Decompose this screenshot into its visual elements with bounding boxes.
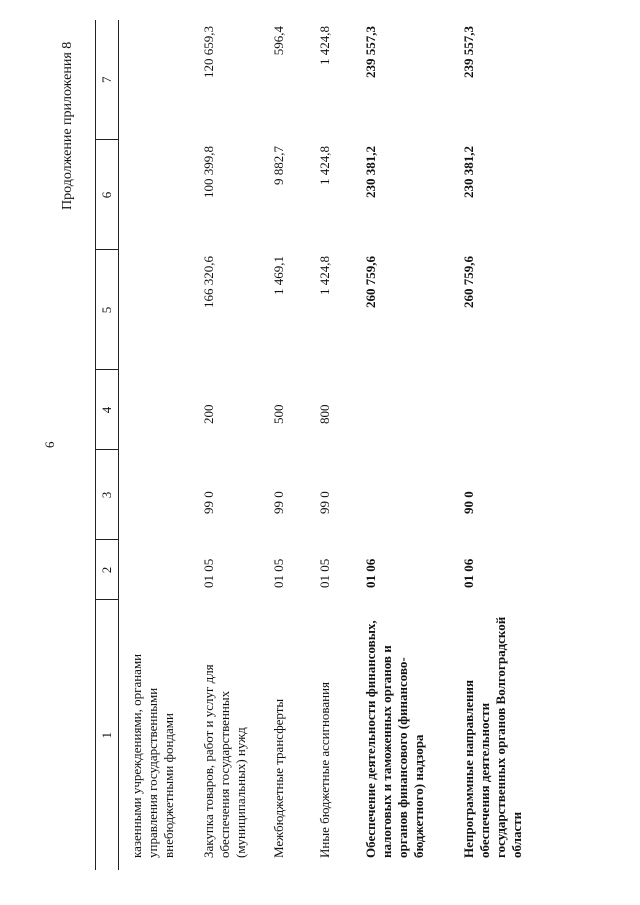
header-cell: 1	[96, 600, 119, 870]
header-cell: 4	[96, 370, 119, 450]
row-expense-type	[119, 370, 192, 450]
row-target: 90 0	[461, 491, 476, 514]
header-row	[96, 20, 119, 870]
row-target: 99 0	[271, 491, 286, 514]
header-cell: 5	[96, 250, 119, 370]
page-number: 6	[42, 441, 57, 448]
table-row	[191, 20, 261, 870]
row-value-7: 596,4	[271, 26, 286, 56]
row-value-6: 230 381,2	[363, 146, 378, 198]
row-expense-type: 800	[317, 404, 332, 424]
row-value-6: 100 399,8	[201, 146, 216, 198]
row-section: 01 05	[201, 558, 216, 588]
row-value-7: 239 557,3	[363, 26, 378, 78]
table-row	[451, 20, 531, 870]
row-target: 99 0	[317, 491, 332, 514]
row-section: 01 05	[271, 558, 286, 588]
row-value-6: 1 424,8	[317, 146, 332, 185]
row-section: 01 06	[363, 558, 378, 588]
row-value-5: 260 759,6	[363, 256, 378, 308]
row-section: 01 06	[461, 558, 476, 588]
header-cell: 6	[96, 140, 119, 250]
header-cell: 3	[96, 450, 119, 540]
row-section	[119, 540, 192, 600]
row-value-5: 260 759,6	[461, 256, 476, 308]
row-section: 01 05	[317, 558, 332, 588]
row-value-7	[119, 20, 192, 140]
row-expense-type: 200	[201, 404, 216, 424]
row-value-5: 166 320,6	[201, 256, 216, 308]
row-expense-type	[451, 370, 531, 450]
row-target	[353, 450, 451, 540]
row-value-7: 120 659,3	[201, 26, 216, 78]
row-expense-type: 500	[271, 404, 286, 424]
row-value-6: 230 381,2	[461, 146, 476, 198]
row-value-7: 239 557,3	[461, 26, 476, 78]
row-value-6: 9 882,7	[271, 146, 286, 185]
budget-table	[95, 20, 531, 870]
continuation-label: Продолжение приложения 8	[60, 41, 75, 210]
header-cell: 7	[96, 20, 119, 140]
row-target: 99 0	[201, 491, 216, 514]
table-row	[261, 20, 307, 870]
row-name: Межбюджетные трансферты	[271, 698, 286, 858]
row-value-5	[119, 250, 192, 370]
row-name: Иные бюджетные ассигнования	[317, 681, 332, 858]
table-row	[353, 20, 451, 870]
row-value-5: 1 424,8	[317, 256, 332, 295]
row-name: казенными учреждениями, органами управления государственными внебюджетными фондами	[129, 653, 176, 858]
row-value-6	[119, 140, 192, 250]
row-name: Непрограммные направления обеспечения деятельности государственных органов Волгоградской области	[461, 616, 524, 858]
row-value-5: 1 469,1	[271, 256, 286, 295]
table-row	[307, 20, 353, 870]
header-cell: 2	[96, 540, 119, 600]
table-row	[119, 20, 192, 870]
row-value-7: 1 424,8	[317, 26, 332, 65]
row-target	[119, 450, 192, 540]
row-name: Обеспечение деятельности финансовых, налоговых и таможенных органов и органов финансового (финансово-бюджетного) надзора	[363, 620, 426, 858]
row-expense-type	[353, 370, 451, 450]
row-name: Закупка товаров, работ и услуг для обеспечения государственных (муниципальных) нужд	[201, 664, 248, 858]
